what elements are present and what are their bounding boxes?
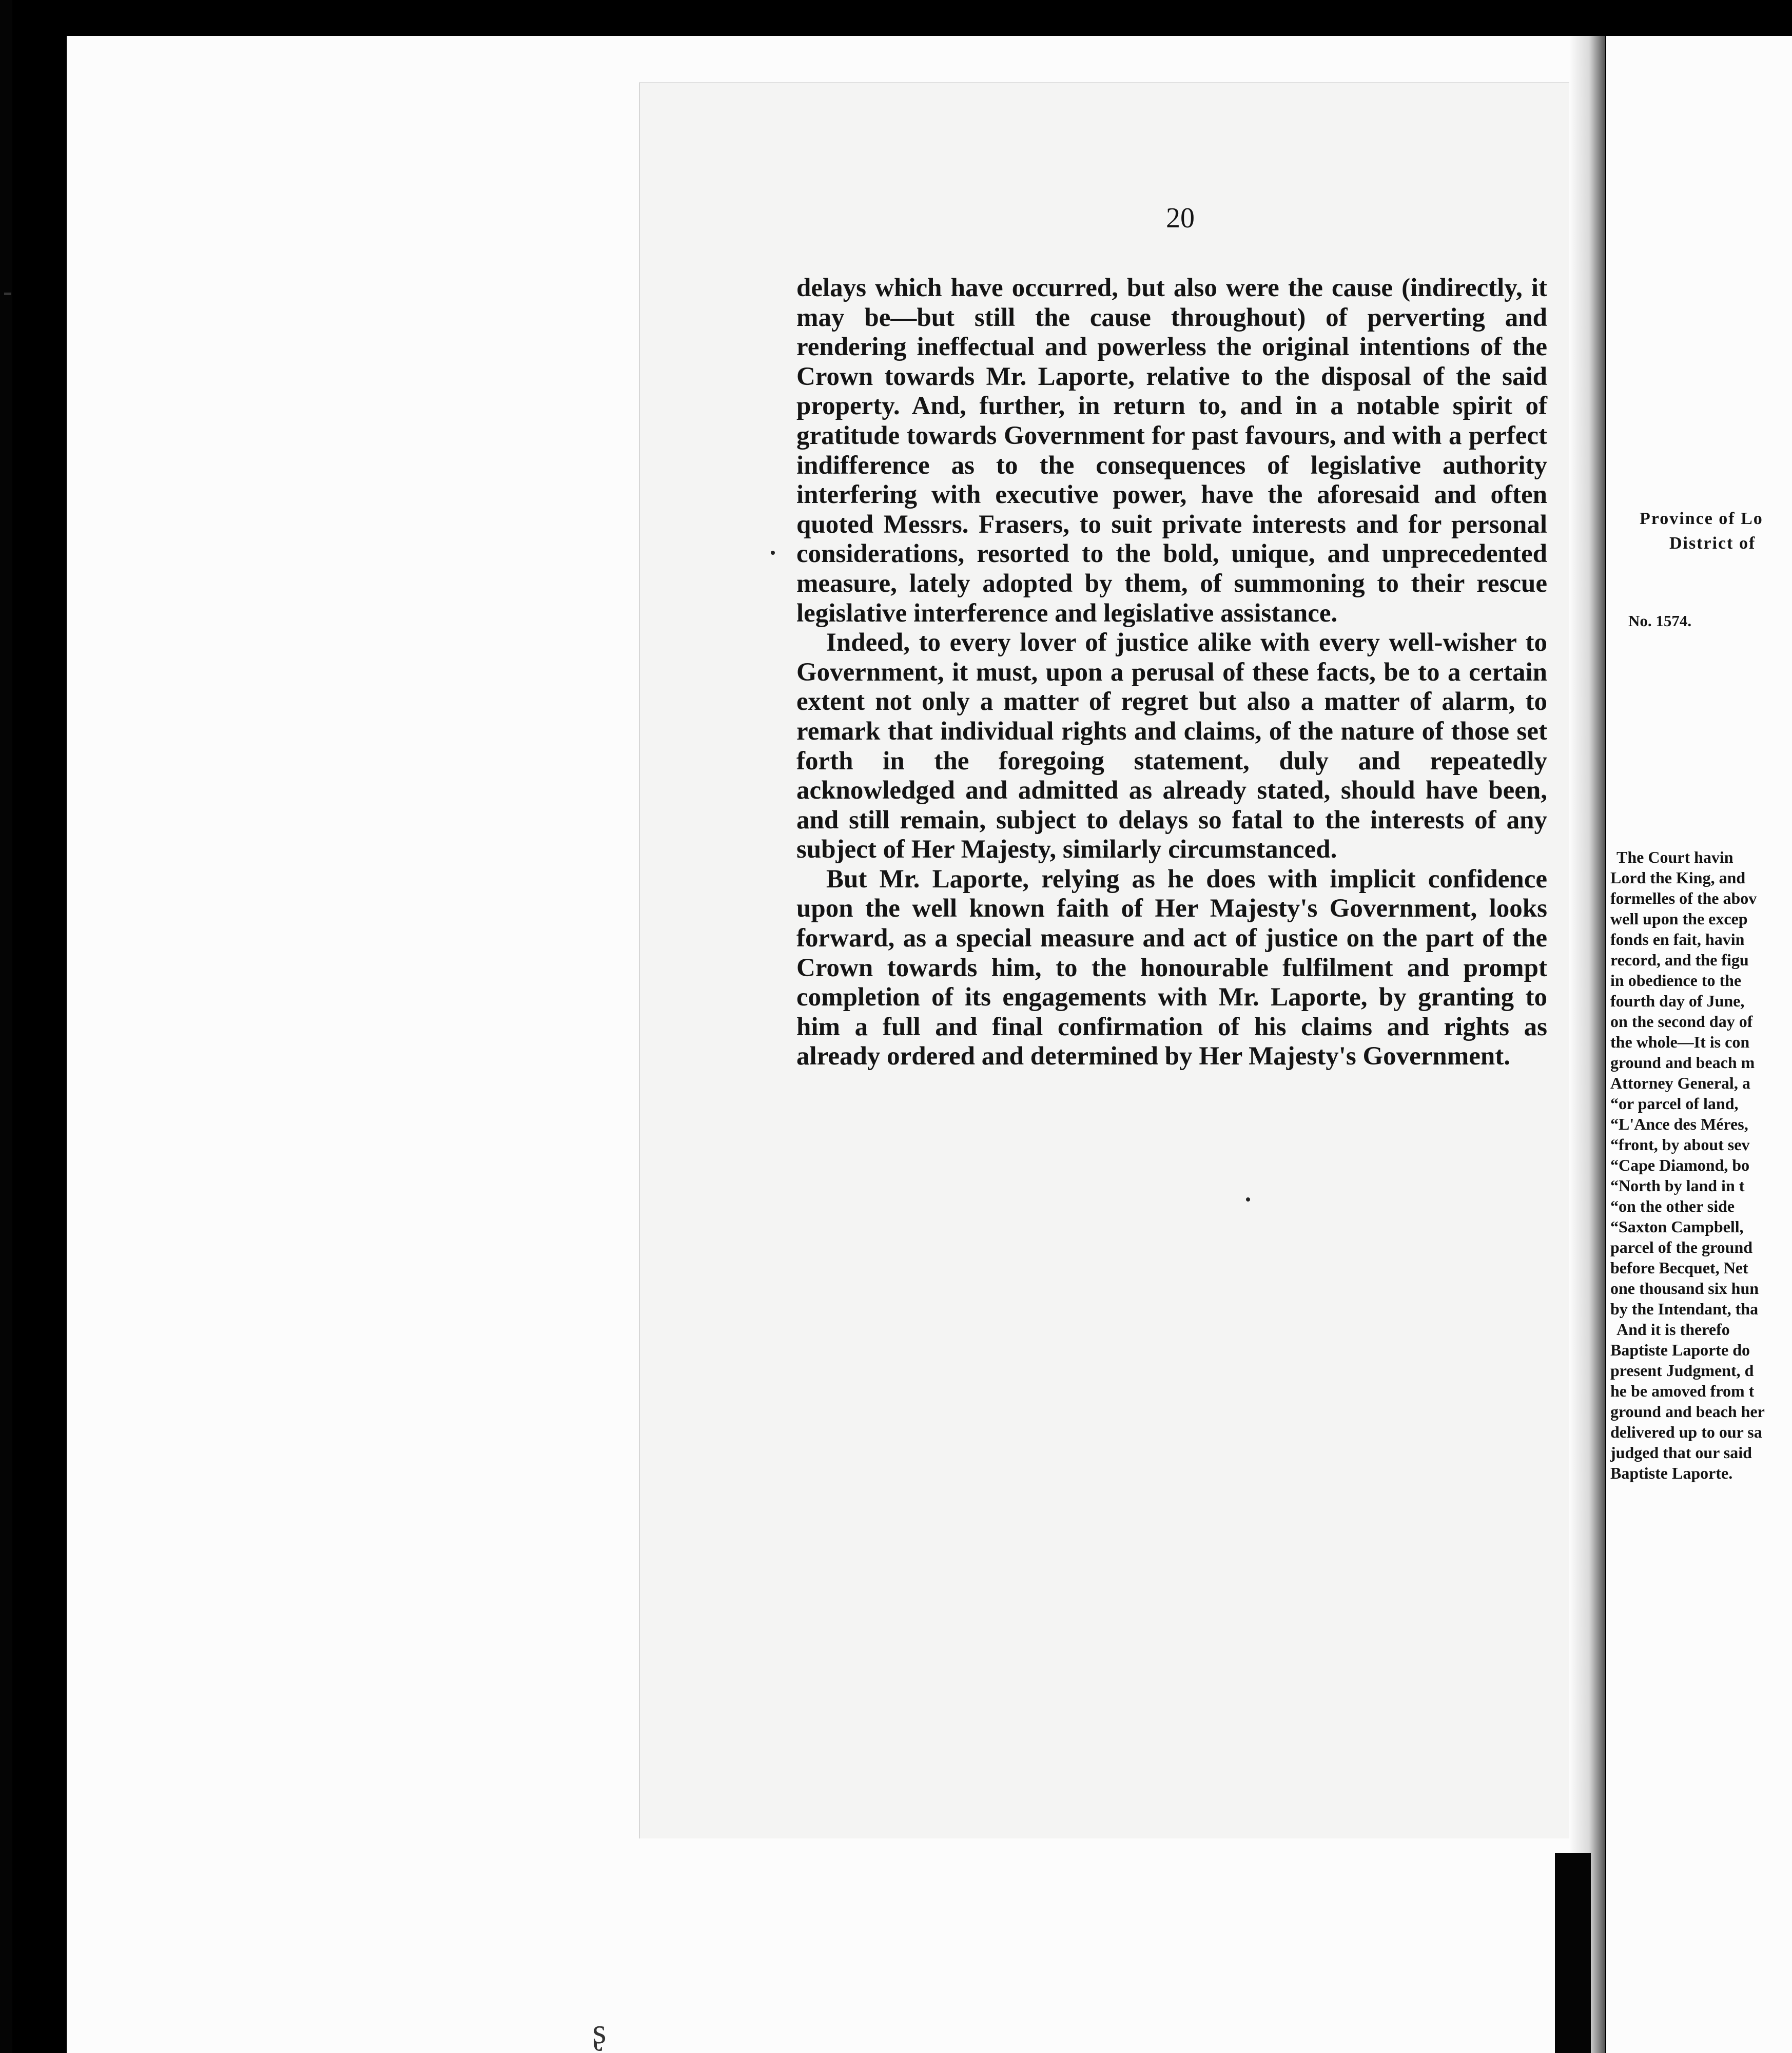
judgment-line: he be amoved from t bbox=[1610, 1382, 1755, 1400]
judgment-line: Baptiste Laporte do bbox=[1610, 1341, 1750, 1359]
judgment-line: The Court havin bbox=[1616, 848, 1733, 866]
district-heading: District of bbox=[1669, 534, 1756, 553]
page-number: 20 bbox=[1166, 202, 1195, 234]
judgment-line: judged that our said bbox=[1610, 1443, 1752, 1462]
stray-dot bbox=[771, 551, 775, 555]
judgment-line: well upon the excep bbox=[1610, 909, 1748, 928]
judgment-line: fonds en fait, havin bbox=[1610, 930, 1745, 948]
judgment-line: Lord the King, and bbox=[1610, 868, 1746, 887]
scan-bottom-mark: ʂ bbox=[592, 2012, 607, 2051]
paragraph: But Mr. Laporte, relying as he does with implicit confidence upon the well known faith of Her Majesty's Government, looks forward, as a special measure and act of justice on the part of the Crown towards him, to the honourable fulfilment and prompt completion of its engagements with Mr. Laporte, by granting to him a full and final confirmation of his claims and rights as already ordered and determined by Her Majesty's Government. bbox=[796, 864, 1547, 1071]
spine-dark-gutter bbox=[1555, 1853, 1591, 2053]
judgment-line: “L'Ance des Méres, bbox=[1610, 1115, 1748, 1133]
judgment-line: “Saxton Campbell, bbox=[1610, 1217, 1744, 1236]
judgment-line: by the Intendant, tha bbox=[1610, 1300, 1759, 1318]
judgment-line: parcel of the ground bbox=[1610, 1238, 1753, 1256]
judgment-text bbox=[1610, 847, 1792, 1483]
document-number: No. 1574. bbox=[1628, 612, 1692, 630]
judgment-line: on the second day of bbox=[1610, 1012, 1753, 1031]
spine-shadow bbox=[1569, 36, 1605, 2053]
scan-edge-mark bbox=[4, 293, 11, 295]
judgment-line: record, and the figu bbox=[1610, 951, 1749, 969]
judgment-line: Baptiste Laporte. bbox=[1610, 1464, 1733, 1482]
judgment-line: “North by land in t bbox=[1610, 1176, 1745, 1195]
judgment-line: And it is therefo bbox=[1616, 1320, 1730, 1339]
paragraph: delays which have occurred, but also were the cause (indirectly, it may be—but still the cause throughout) of perverting and rendering ineffectual and powerless the original intentions of the Crown towards Mr. Laporte, relative to the disposal of the said property. And, further, in return to, and in a notable spirit of gratitude towards Government for past favours, and with a perfect indifference as to the consequences of legislative authority interfering with executive power, have the aforesaid and often quoted Messrs. Frasers, to suit private interests and for personal considerations, resorted to the bold, unique, and unprecedented measure, lately adopted by them, of summoning to their rescue legislative interference and legislative assistance. bbox=[796, 274, 1547, 628]
judgment-line: “front, by about sev bbox=[1610, 1135, 1750, 1154]
judgment-line: in obedience to the bbox=[1610, 971, 1742, 990]
judgment-line: before Becquet, Net bbox=[1610, 1258, 1748, 1277]
judgment-line: fourth day of June, bbox=[1610, 992, 1745, 1010]
paragraph: Indeed, to every lover of justice alike with every well-wisher to Government, it must, upon a perusal of these facts, be to a certain extent not only a matter of regret but also a matter of alarm, to remark that individual rights and claims, of the nature of those set forth in the foregoing statement, duly and repeatedly acknowledged and admitted as already stated, should have been, and still remain, subject to delays so fatal to the interests of any subject of Her Majesty, similarly circumstanced. bbox=[796, 628, 1547, 864]
judgment-line: one thousand six hun bbox=[1610, 1279, 1759, 1297]
judgment-line: delivered up to our sa bbox=[1610, 1423, 1762, 1441]
judgment-line: “or parcel of land, bbox=[1610, 1094, 1739, 1113]
article-body bbox=[796, 274, 1547, 1072]
judgment-line: Attorney General, a bbox=[1610, 1074, 1750, 1092]
scan-left-edge bbox=[0, 0, 12, 2053]
judgment-line: the whole—It is con bbox=[1610, 1033, 1750, 1051]
judgment-line: ground and beach her bbox=[1610, 1402, 1765, 1421]
judgment-line: formelles of the abov bbox=[1610, 889, 1757, 907]
province-heading: Province of Lo bbox=[1640, 509, 1763, 528]
facing-page-text bbox=[1609, 0, 1792, 2053]
judgment-line: “on the other side bbox=[1610, 1197, 1735, 1215]
judgment-line: “Cape Diamond, bo bbox=[1610, 1156, 1750, 1174]
judgment-line: present Judgment, d bbox=[1610, 1361, 1754, 1380]
judgment-line: ground and beach m bbox=[1610, 1053, 1755, 1072]
stray-dot bbox=[1246, 1197, 1250, 1202]
